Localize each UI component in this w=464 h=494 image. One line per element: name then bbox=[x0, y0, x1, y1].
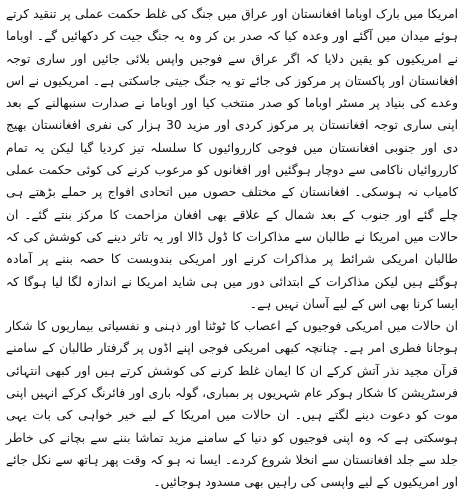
article-paragraph-2: ان حالات میں امریکی فوجیوں کے اعصاب کا ٹوٹنا اور ذہنی و نفسیاتی بیماریوں کا شکار ہوجانا فطری امر ہے۔ چنانچہ کبھی امریکی فوجی اپنے اڈوں پر گرفتار طالبان کے سامنے قرآن مجید نذر آتش کرکے ان کا ایمان غلط کرنے کی کوشش کرتے ہیں اور کبھی انتہائی فرسٹریشن کا شکار ہوکر عام شہریوں پر بمباری، گولہ باری اور فائرنگ کرکے انہیں اپنی موت کو دعوت دینے لگتے ہیں۔ ان حالات میں امریکا کے لیے خیر خواہی کی بات یہی ہوسکتی ہے کہ وہ اپنی فوجیوں کو دنیا کے سامنے مزید تماشا بننے سے بچانے کی خاطر جلد سے جلد افغانستان سے انخلا شروع کردے۔ ایسا نہ ہو کہ وقت پھر ہاتھ سے نکل جائے اور امریکیوں کے لیے واپسی کی راہیں بھی مسدود ہوجائیں۔ bbox=[6, 319, 458, 490]
article-paragraph-1: امریکا میں بارک اوباما افغانستان اور عراق میں جنگ کی غلط حکمت عملی پر تنقید کرتے ہوئے میدان میں آگئے اور وعدہ کیا کہ صدر بن کر وہ یہ جنگ جیت کر دکھائیں گے۔ اوباما نے امریکیوں کو یقین دلایا کہ اگر عراق سے فوجیں واپس بلائی جائیں اور ساری توجہ افغانستان اور پاکستان پر مرکوز کی جائے تو یہ جنگ جیتی جاسکتی ہے۔ امریکیوں نے اس وعدے کی بنیاد پر مسٹر اوباما کو صدر منتخب کیا اور اوباما نے صدارت سنبھالنے کے بعد اپنی ساری توجہ افغانستان پر مرکوز کردی اور مزید 30 ہزار کی نفری افغانستان بھیج دی اور جنوبی افغانستان میں فوجی کارروائیوں کا سلسلہ تیز کردیا گیا لیکن یہ تمام کارروائیاں ناکامی سے دوچار ہوگئیں اور افغانوں کو مرعوب کرنے کی کوئی حکمت عملی کامیاب نہ ہوسکی۔ افغانستان کے مختلف حصوں میں اتحادی افواج پر حملے بڑھتے ہی چلے گئے اور جنوب کے بعد شمال کے علاقے بھی افغان مزاحمت کا مرکز بنتے گئے۔ ان حالات میں امریکا نے طالبان سے مذاکرات کا ڈول ڈالا اور یہ تاثر دینے کی کوشش کی کہ طالبان امریکی شرائط پر مذاکرات کرنے اور امریکی بندوبست کا حصہ بننے پر آمادہ ہوگئے ہیں لیکن مذاکرات کے ابتدائی دور میں ہی شاید امریکا نے اندازہ لگا لیا ہوگا کہ ایسا کرنا بھی اس کے لیے آسان نہیں ہے۔ bbox=[6, 7, 458, 311]
